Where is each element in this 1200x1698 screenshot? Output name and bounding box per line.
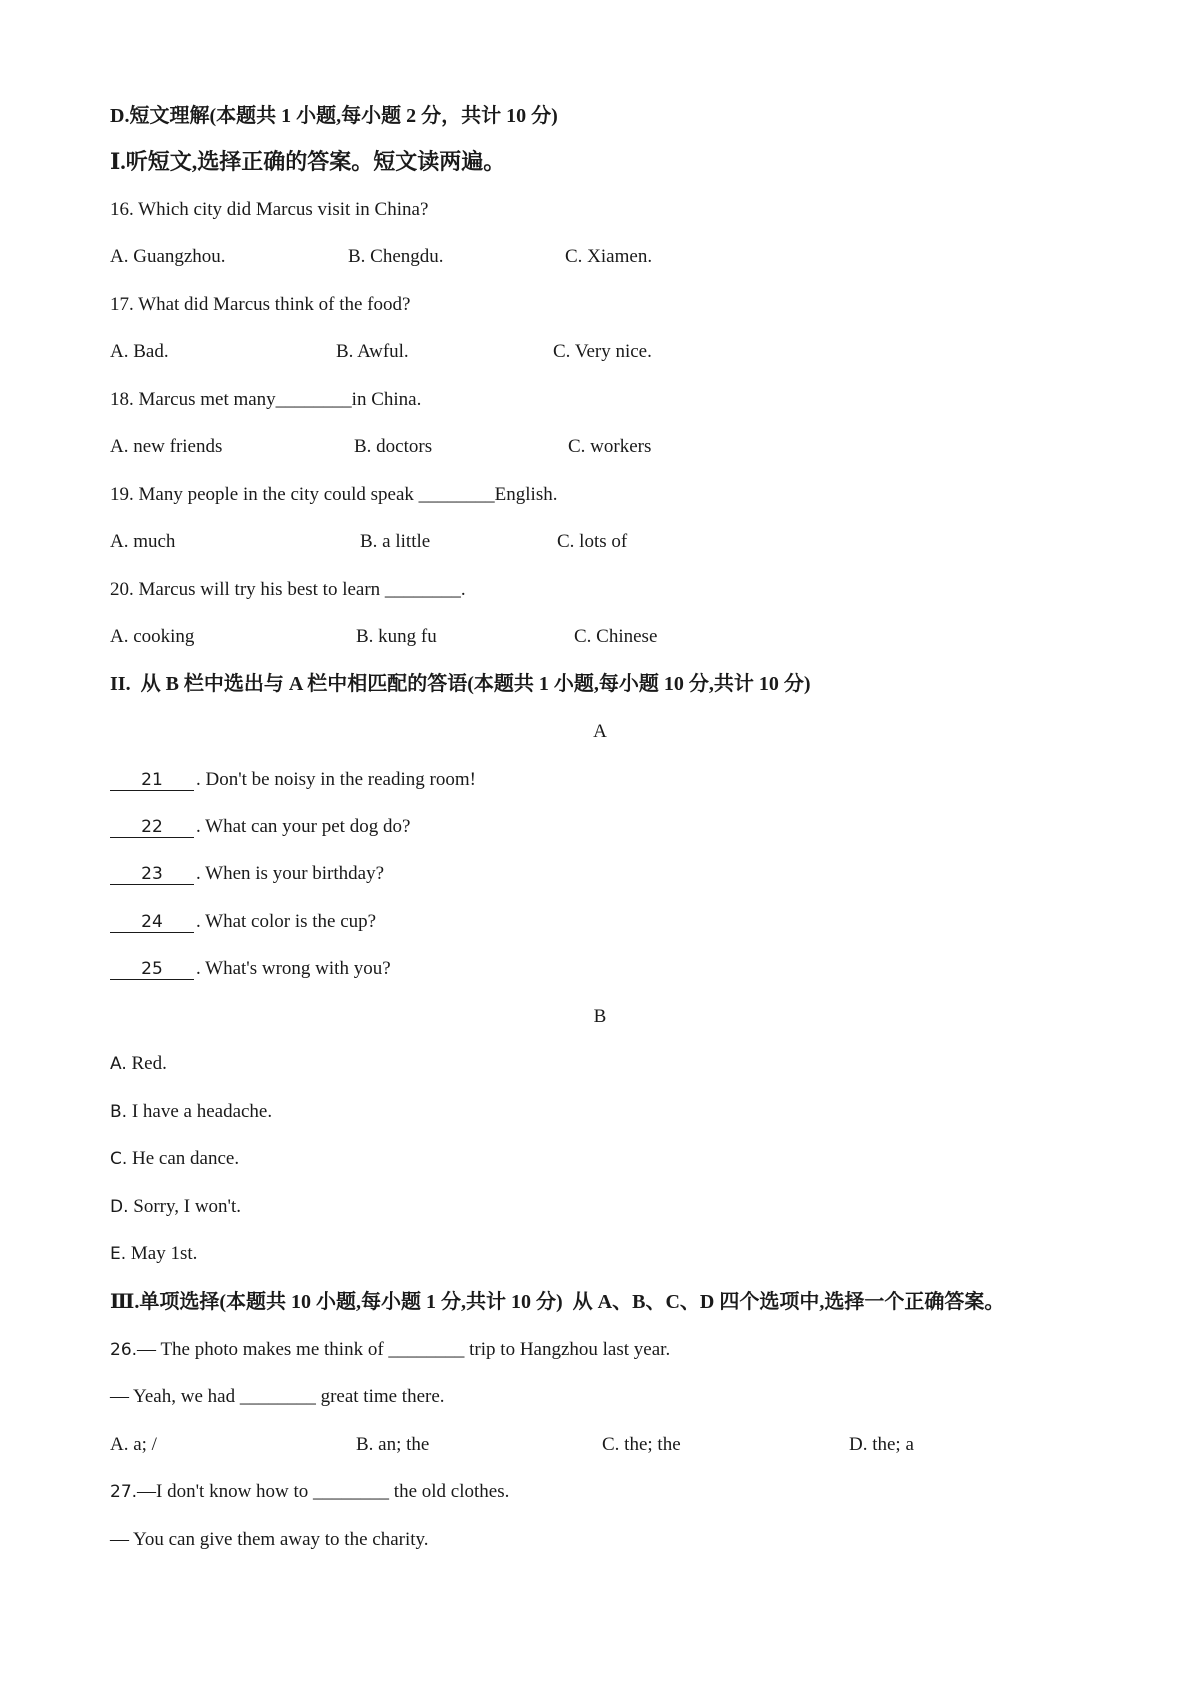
match-item-22-text: . What can your pet dog do? [196, 816, 411, 837]
question-18-option-a: A. new friends [110, 436, 223, 457]
answer-blank-21: 21 [110, 770, 194, 791]
question-27-line-2: — You can give them away to the charity. [110, 1529, 429, 1550]
question-19-option-a: A. much [110, 531, 176, 552]
question-17-option-a: A. Bad. [110, 341, 169, 362]
question-18-option-c: C. workers [568, 436, 652, 457]
match-item-25 [110, 957, 391, 981]
question-19-option-c: C. lots of [557, 531, 628, 552]
question-16-option-a: A. Guangzhou. [110, 246, 226, 267]
answer-blank-24: 24 [110, 912, 194, 933]
match-item-21 [110, 768, 476, 792]
question-17-option-c: C. Very nice. [553, 341, 652, 362]
question-18-option-b: B. doctors [354, 436, 433, 457]
question-20-stem: 20. Marcus will try his best to learn ________. [110, 579, 466, 600]
answer-option-c: C. He can dance. [110, 1148, 240, 1169]
section-d-title: D.短文理解(本题共 1 小题,每小题 2 分，共计 10 分) [110, 105, 558, 127]
answer-option-a: A. Red. [110, 1053, 167, 1074]
question-18-stem: 18. Marcus met many________in China. [110, 389, 422, 410]
question-26-option-a: A. a; / [110, 1434, 157, 1455]
question-16-stem: 16. Which city did Marcus visit in China? [110, 199, 429, 220]
match-item-25-text: . What's wrong with you? [196, 958, 391, 979]
question-17-stem: 17. What did Marcus think of the food? [110, 294, 411, 315]
answer-option-b: B. I have a headache. [110, 1101, 273, 1122]
column-a-label: A [593, 721, 607, 742]
question-20-option-b: B. kung fu [356, 626, 437, 647]
answer-blank-23: 23 [110, 864, 194, 885]
question-26-option-b: B. an; the [356, 1434, 430, 1455]
question-26-line-2: — Yeah, we had ________ great time there. [110, 1386, 445, 1407]
question-19-stem: 19. Many people in the city could speak ________English. [110, 484, 558, 505]
answer-option-d: D. Sorry, I won't. [110, 1196, 241, 1217]
answer-blank-25: 25 [110, 959, 194, 980]
section-3-title: Ⅲ.单项选择(本题共 10 小题,每小题 1 分,共计 10 分) 从 A、B、C、D 四个选项中,选择一个正确答案。 [110, 1291, 1005, 1313]
question-20-option-c: C. Chinese [574, 626, 658, 647]
answer-blank-22: 22 [110, 817, 194, 838]
question-26-option-c: C. the; the [602, 1434, 681, 1455]
match-item-22 [110, 815, 410, 839]
match-item-23-text: . When is your birthday? [196, 863, 385, 884]
question-26-option-d: D. the; a [849, 1434, 914, 1455]
match-item-21-text: . Don't be noisy in the reading room! [196, 769, 476, 790]
section-2-title: II. 从 B 栏中选出与 A 栏中相匹配的答语(本题共 1 小题,每小题 10 分,共计 10 分) [110, 673, 811, 695]
match-item-24 [110, 910, 376, 934]
section-d-subtitle: Ⅰ.听短文,选择正确的答案。短文读两遍。 [110, 149, 506, 174]
question-20-option-a: A. cooking [110, 626, 195, 647]
question-16-option-c: C. Xiamen. [565, 246, 653, 267]
column-b-label: B [593, 1006, 607, 1027]
match-item-23 [110, 862, 384, 886]
question-27-line-1: 27.—I don't know how to ________ the old clothes. [110, 1481, 510, 1502]
answer-option-e: E. May 1st. [110, 1243, 198, 1264]
question-19-option-b: B. a little [360, 531, 431, 552]
question-16-option-b: B. Chengdu. [348, 246, 444, 267]
question-17-option-b: B. Awful. [336, 341, 409, 362]
question-26-line-1: 26.— The photo makes me think of ________ trip to Hangzhou last year. [110, 1339, 671, 1360]
match-item-24-text: . What color is the cup? [196, 911, 377, 932]
